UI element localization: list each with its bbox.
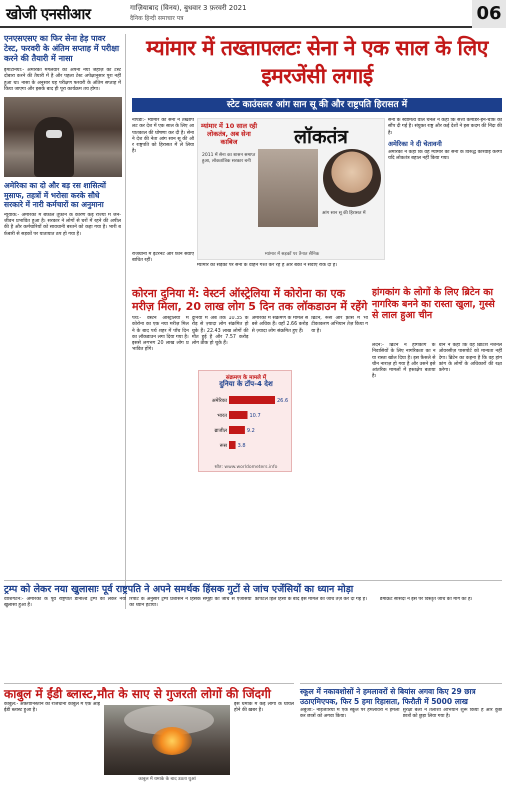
soldiers-photo xyxy=(258,149,318,227)
lockdown-graphic xyxy=(197,118,385,260)
myanmar-text-b1: सेना के स्वामित्व वाले चैनल ने कहा कि सत्ता कमांडर-इन-चीफ़ को सौंप दी गई है। संयुक्त राष्ट्र और कई देशों ने इस कदम की निंदा की है। xyxy=(388,118,502,136)
trump-story xyxy=(4,597,502,675)
tagline: दैनिक हिन्दी समाचार पत्र xyxy=(130,15,184,22)
chart-category-label: अमेरिका xyxy=(211,398,227,404)
face-mask xyxy=(46,130,62,138)
corona-text-4: ब्रिटेन, रूस और फ़्रांस में भी टीकाकरण अभियान तेज़ किया गया है। xyxy=(311,316,368,334)
masthead xyxy=(0,0,506,28)
chart-source: स्रोत: www.worldometers.info xyxy=(214,465,278,470)
chart-title: दुनिया के टॉप-4 देश xyxy=(219,380,273,388)
chart-value-label: 26.6 xyxy=(277,398,289,404)
portrait-caption: आंग सान सू की हिरासत में xyxy=(322,211,366,216)
trump-text-1: वॉशिंगटन:- अमेरिका के पूर्व राष्ट्रपति डोनाल्ड ट्रम्प को लेकर नया खुलासा हुआ है। xyxy=(4,597,127,609)
graphic-quote: म्यांमार में 10 साल रही लोकतंत्र, अब सेना काबिज xyxy=(200,122,258,146)
myanmar-text-col-b xyxy=(388,118,502,263)
myanmar-text-col-c: राजधानी में इंटरनेट और फ़ोन सेवाएं बाधित रहीं। xyxy=(132,252,194,264)
school-text-1: अबुजा:- नाइजीरिया में एक स्कूल पर हमलावरों ने हमला कर छात्रों को अगवा किया। xyxy=(300,708,400,720)
myanmar-subhead: अमेरिका ने दी चेतावनी xyxy=(388,139,442,148)
nasa-headline[interactable]: एनएसएसए का फिर सेना हेड़ पावर टेस्ट, फरवरी के अंतिम सप्ताह में परीक्षा करने की तैयारी में नासा xyxy=(4,34,120,63)
chart-value-label: 9.2 xyxy=(246,428,255,434)
leader-portrait xyxy=(323,149,381,207)
trump-text-4: डेमोक्रेट सांसदों ने इस पर विस्तृत जांच की मांग की है। xyxy=(379,597,473,602)
kabul-text-1: काबुल:- अफ़ग़ानिस्तान की राजधानी काबुल में एक आईईडी ब्लास्ट हुआ है। xyxy=(4,702,100,714)
blast-photo-caption: काबुल में धमाके के बाद उठता धुआं xyxy=(138,777,196,782)
chart-plot xyxy=(199,391,293,461)
page-number: 06 xyxy=(472,0,506,28)
newspaper-brand[interactable]: खोजी एनसीआर xyxy=(6,5,91,23)
chart-bar xyxy=(229,426,245,434)
school-story xyxy=(300,708,502,797)
chart-subtitle: संक्रमण के मामले में xyxy=(225,375,267,381)
left-column xyxy=(4,34,126,609)
trump-text-3: कैपिटल हिल हिंसा के बाद इस मामले की जांच तेज़ कर दी गई है। xyxy=(254,597,367,602)
person-figure xyxy=(34,117,74,177)
corona-text-3: अमेरिका में संक्रमण के मामले सबसे अधिक हैं। वहाँ 2.66 करोड़ से ज़्यादा लोग संक्रमित हुए हैं। xyxy=(251,316,309,334)
corona-text-1: पर्थ:- वेस्टर्न ऑस्ट्रेलिया में कोरोना का एक नया मरीज़ मिलने के बाद पर्थ शहर में पाँच दिन का लॉकडाउन लगा दिया गया है। इससे लगभग 20 लाख लोग प्रभावित होंगे। xyxy=(132,316,189,353)
school-headline[interactable]: स्कूल में नकावशोसों ने हमलावरों से बियांस अगवा किए 29 छात्र उठाएमिएपक, फिर 5 हमा रिहासता, फिरौती में 5000 लाख xyxy=(300,683,502,706)
america-text: न्यूयॉर्क:- अमेरिका में बर्फ़ीले तूफ़ान के कारण कई राज्यों में जन-जीवन प्रभावित हुआ है। सरकार ने लोगों से घरों में रहने की अपील की है और कर्मचारियों को सावधानी बरतने को कहा गया है। भारी बर्फ़बारी से सड़कों पर यातायात ठप हो गया है। xyxy=(4,212,121,237)
hongkong-story xyxy=(372,343,502,571)
kabul-headline[interactable]: काबुल में ईंडी ब्लास्ट,मौत के साए से गुजरती लोगों की जिंदगी xyxy=(4,683,294,702)
nasa-text: इमेंटिनिया:- अमेरिका मंगलवार को अपना नया जहाज़ का टेस्ट दोबारा करने की तैयारी में है और पहला टेस्ट अपेक्षानुसार पूरा नहीं हुआ था। नासा के अनुसार यह परीक्षण फरवरी के अंतिम सप्ताह में किया जाएगा और इसके बाद ही पूरा कार्यक्रम तय होगा। xyxy=(4,68,121,92)
lead-subheadline: स्टेट काउंसलर आंग सान सू की और राष्ट्रपति हिरासत में xyxy=(132,98,502,112)
chart-bar xyxy=(229,396,275,404)
lead-story-banner xyxy=(132,34,502,98)
myanmar-text-col-a: नेपिडॉ:- म्यांमार की सेना ने तख्तापलट कर देश में एक साल के लिए आपातकाल की घोषणा कर दी है। सेना ने देश की नेता आंग सान सू की और राष्ट्रपति को हिरासत में ले लिया है। xyxy=(132,118,194,155)
chart-value-label: 3.8 xyxy=(237,443,246,449)
hongkong-headline[interactable]: हांगकांग के लोगों के लिए ब्रिटेन का नागरिक बनने का रास्ता खुला, गुस्से से लाल हुआ चीन xyxy=(372,287,495,321)
corona-top4-chart xyxy=(198,370,292,472)
graphic-note: 2011 में सेना का शासन समाप्त हुआ, लोकतांत्रिक सरकार बनी xyxy=(202,153,256,164)
dateline: गाज़ियाबाद (विनय), बुधवार 3 फ़रवरी 2021 xyxy=(130,4,247,12)
america-headline[interactable]: अमेरिका का दो और बड़ रस शासित्यों मुसाफ, तहत्रों में भरोसा करके सौधे सरकारे में नारी कर्मचारों का अनुमाना xyxy=(4,181,106,210)
chart-category-label: भारत xyxy=(217,413,227,419)
lead-headline[interactable]: म्यांमार में तख्तापलटः सेना ने एक साल के लिए इमरजेंसी लगाई xyxy=(146,36,488,88)
corona-headline[interactable]: कोरना दुनिया में: वेस्टर्न ऑस्ट्रेलिया में कोरोना का एक मरीज़ मिला, 20 लाख लोग 5 दिन तक लॉकडाउन में रहेंगे xyxy=(132,287,368,313)
winter-photo xyxy=(4,97,122,177)
chart-category-label: रूस xyxy=(219,443,227,449)
chart-category-label: ब्राजील xyxy=(214,428,227,434)
myanmar-text-col-d: म्यांमार की सड़कों पर सेना के वाहन गश्त कर रहे हैं और बैंकों ने सेवाएं रोक दी हैं। xyxy=(197,263,338,268)
trump-headline[interactable]: ट्रम्प को लेकर नया खुलासाः पूर्व राष्ट्रपति ने अपने समर्थक हिंसक गुटों से जांच एजेंसियों का ध्यान मोड़ा xyxy=(4,580,502,596)
graphic-caption: म्यांमार में सड़कों पर तैनात सैनिक xyxy=(264,252,320,257)
chart-value-label: 10.7 xyxy=(249,413,261,419)
kabul-text-2: इस धमाके में कई लोगों के घायल होने की ख़बर है। xyxy=(234,702,294,714)
graphic-title: लॉकतंत्र xyxy=(294,126,348,148)
corona-text-2: दुनिया में अब तक 10.35 करोड़ से ज़्यादा लोग संक्रमित हो चुके हैं। 22.43 लाख लोगों की मौत हुई है और 7.57 करोड़ लोग ठीक हो चुके हैं। xyxy=(191,316,249,347)
trump-text-2: रिपोर्ट के अनुसार ट्रम्प प्रशासन ने हिंसक समूहों की जांच से एजेंसियों का ध्यान हटाया। xyxy=(129,597,252,609)
blast-photo xyxy=(104,705,230,775)
school-text-2: सुरक्षा बलों ने तलाशी अभियान शुरू किया है और कुछ छात्रों को छुड़ा लिया गया है। xyxy=(402,708,502,720)
hongkong-text-2: चीन ने कहा कि वह ब्रिटिश नेशनल ओवरसीज़ पासपोर्ट को मान्यता नहीं देगा। ब्रिटेन का कहना है कि वह हांगकांग के लोगों के अधिकारों की रक्षा करेगा। xyxy=(438,343,502,374)
myanmar-text-b2: अमेरिका ने कहा कि वह म्यांमार की सेना के विरुद्ध कार्रवाई करेगा यदि लोकतंत्र बहाल नहीं किया गया। xyxy=(388,149,502,162)
chart-bar xyxy=(229,441,236,449)
fire xyxy=(152,727,192,755)
hongkong-text-1: लंदन:- ब्रिटेन ने हांगकांग के निवासियों के लिए नागरिकता का नया रास्ता खोल दिया है। इस फ़ैसले से चीन नाराज़ हो गया है और उसने इसे आंतरिक मामलों में हस्तक्षेप बताया है। xyxy=(372,343,436,380)
chart-bar xyxy=(229,411,248,419)
